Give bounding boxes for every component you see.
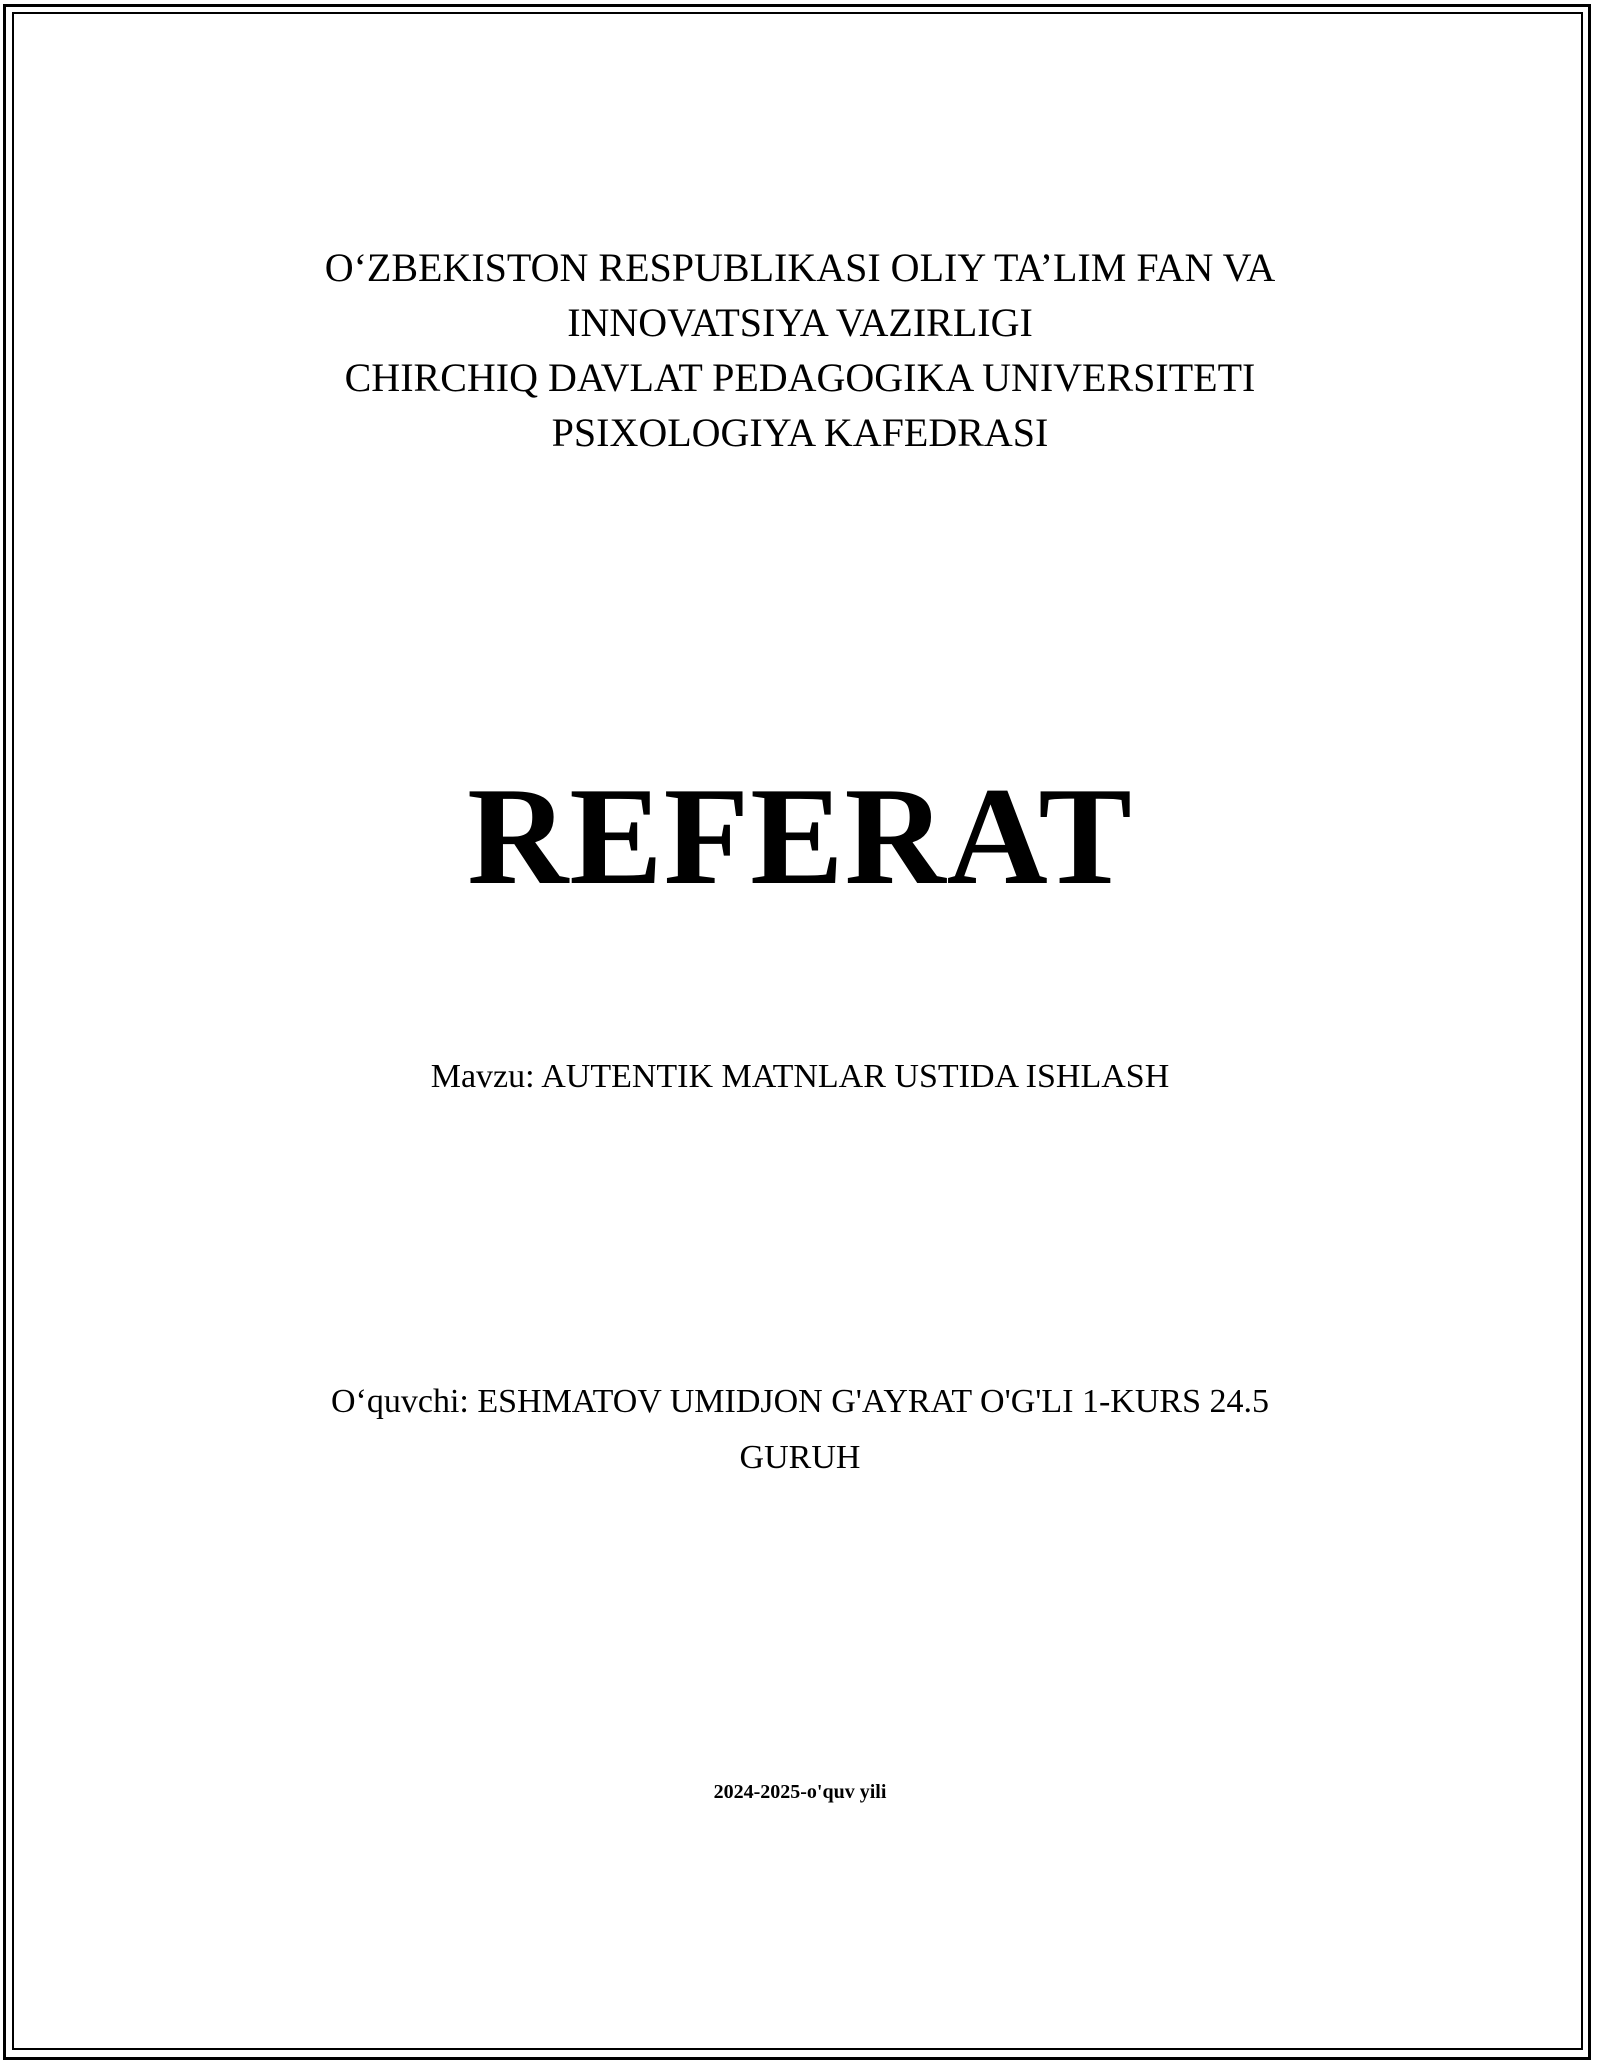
institution-header (0, 240, 1600, 460)
student-info (0, 1374, 1600, 1486)
header-line-ministry-1: O‘ZBEKISTON RESPUBLIKASI OLIY TA’LIM FAN VA (324, 245, 1276, 290)
header-line-university: CHIRCHIQ DAVLAT PEDAGOGIKA UNIVERSITETI (344, 355, 1256, 400)
student-line-2: GURUH (739, 1439, 861, 1476)
header-line-ministry-2: INNOVATSIYA VAZIRLIGI (567, 300, 1033, 345)
header-line-department: PSIXOLOGIYA KAFEDRASI (551, 410, 1049, 455)
topic-line: Mavzu: AUTENTIK MATNLAR USTIDA ISHLASH (430, 1058, 1170, 1095)
student-line-1: O‘quvchi: ESHMATOV UMIDJON G'AYRAT O'G'LI 1-KURS 24.5 (330, 1383, 1269, 1420)
document-title: REFERAT (467, 759, 1133, 914)
academic-year: 2024-2025-o'quv yili (713, 1781, 887, 1803)
